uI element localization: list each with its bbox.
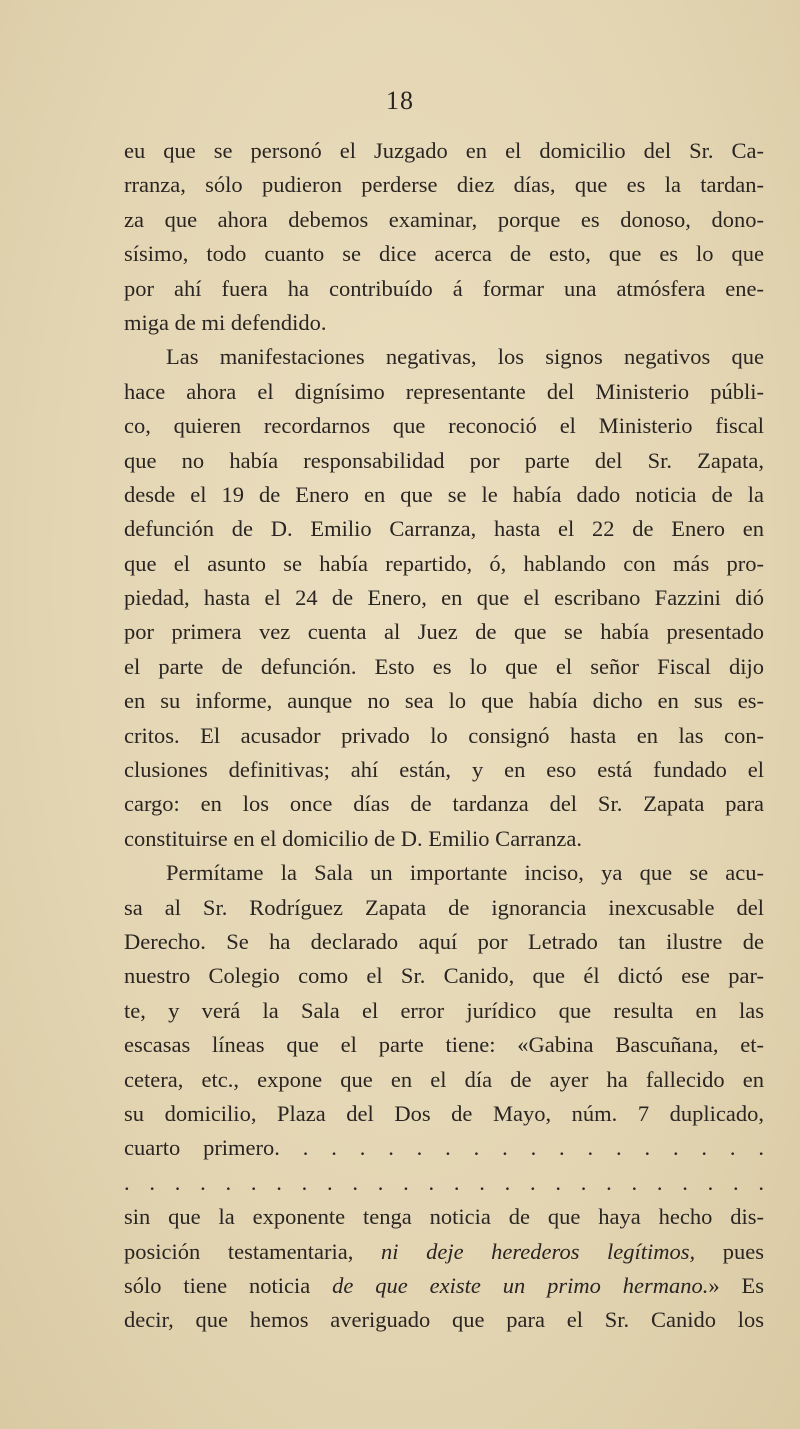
text-line: rranza, sólo pudieron perderse diez días, que es la tardan- (124, 172, 764, 198)
text-line: desde el 19 de Enero en que se le había dado noticia de la (124, 481, 764, 507)
text-line: nuestro Colegio como el Sr. Canido, que él dictó ese par- (124, 963, 764, 989)
text-segment: » Es (708, 1272, 764, 1298)
text-line: clusiones definitivas; ahí están, y en eso está fundado el (124, 757, 764, 783)
text-line: eu que se personó el Juzgado en el domicilio del Sr. Ca- (124, 138, 764, 163)
text-line: constituirse en el domicilio de D. Emilio Carranza. (124, 825, 582, 851)
body-text (124, 134, 764, 1338)
text-line: sa al Sr. Rodríguez Zapata de ignorancia inexcusable del (124, 894, 764, 920)
ellipsis-line: . . . . . . . . . . . . . . . . . . . . . . . . . . (124, 1169, 764, 1195)
text-line: piedad, hasta el 24 de Enero, en que el escribano Fazzini dió (124, 585, 764, 611)
text-line-with-italic (124, 1235, 764, 1269)
text-line: te, y verá la Sala el error jurídico que resulta en las (124, 997, 764, 1023)
text-line: defunción de D. Emilio Carranza, hasta el 22 de Enero en (124, 516, 764, 542)
text-line: por primera vez cuenta al Juez de que se había presentado (124, 619, 764, 645)
text-line: critos. El acusador privado lo consignó hasta en las con- (124, 722, 764, 748)
text-line: decir, que hemos averiguado que para el Sr. Canido los (124, 1307, 764, 1333)
text-line: za que ahora debemos examinar, porque es donoso, dono- (124, 206, 764, 232)
text-line: el parte de defunción. Esto es lo que el señor Fiscal dijo (124, 653, 764, 679)
text-line-with-italic (124, 1269, 764, 1303)
text-line: sísimo, todo cuanto se dice acerca de esto, que es lo que (124, 241, 764, 267)
text-line: que no había responsabilidad por parte del Sr. Zapata, (124, 447, 764, 473)
text-line: Permítame la Sala un importante inciso, ya que se acu- (166, 860, 764, 886)
text-line: cargo: en los once días de tardanza del Sr. Zapata para (124, 791, 764, 817)
text-line: Derecho. Se ha declarado aquí por Letrado tan ilustre de (124, 928, 764, 954)
italic-phrase: de que existe un primo hermano. (332, 1272, 709, 1298)
text-line: Las manifestaciones negativas, los signos negativos que (166, 344, 764, 370)
text-segment: posición testamentaria, (124, 1238, 381, 1264)
text-line: su domicilio, Plaza del Dos de Mayo, núm. 7 duplicado, (124, 1100, 764, 1126)
text-line: hace ahora el dignísimo representante del Ministerio públi- (124, 378, 764, 404)
text-line: sin que la exponente tenga noticia de que haya hecho dis- (124, 1204, 764, 1230)
text-line: por ahí fuera ha contribuído á formar una atmósfera ene- (124, 275, 764, 301)
text-line: cuarto primero. . . . . . . . . . . . . . . . . . (124, 1135, 764, 1161)
text-segment: sólo tiene noticia (124, 1272, 333, 1298)
text-line: escasas líneas que el parte tiene: «Gabina Bascuñana, et- (124, 1032, 764, 1058)
text-line: en su informe, aunque no sea lo que había dicho en sus es- (124, 688, 764, 714)
italic-phrase: ni deje herederos legítimos, (381, 1238, 696, 1264)
text-line: co, quieren recordarnos que reconoció el Ministerio fiscal (124, 413, 764, 439)
text-line: que el asunto se había repartido, ó, hablando con más pro- (124, 550, 764, 576)
page-number: 18 (386, 86, 414, 115)
text-line: miga de mi defendido. (124, 309, 327, 335)
text-segment: pues (695, 1238, 764, 1264)
text-line: cetera, etc., expone que en el día de ayer ha fallecido en (124, 1066, 764, 1092)
